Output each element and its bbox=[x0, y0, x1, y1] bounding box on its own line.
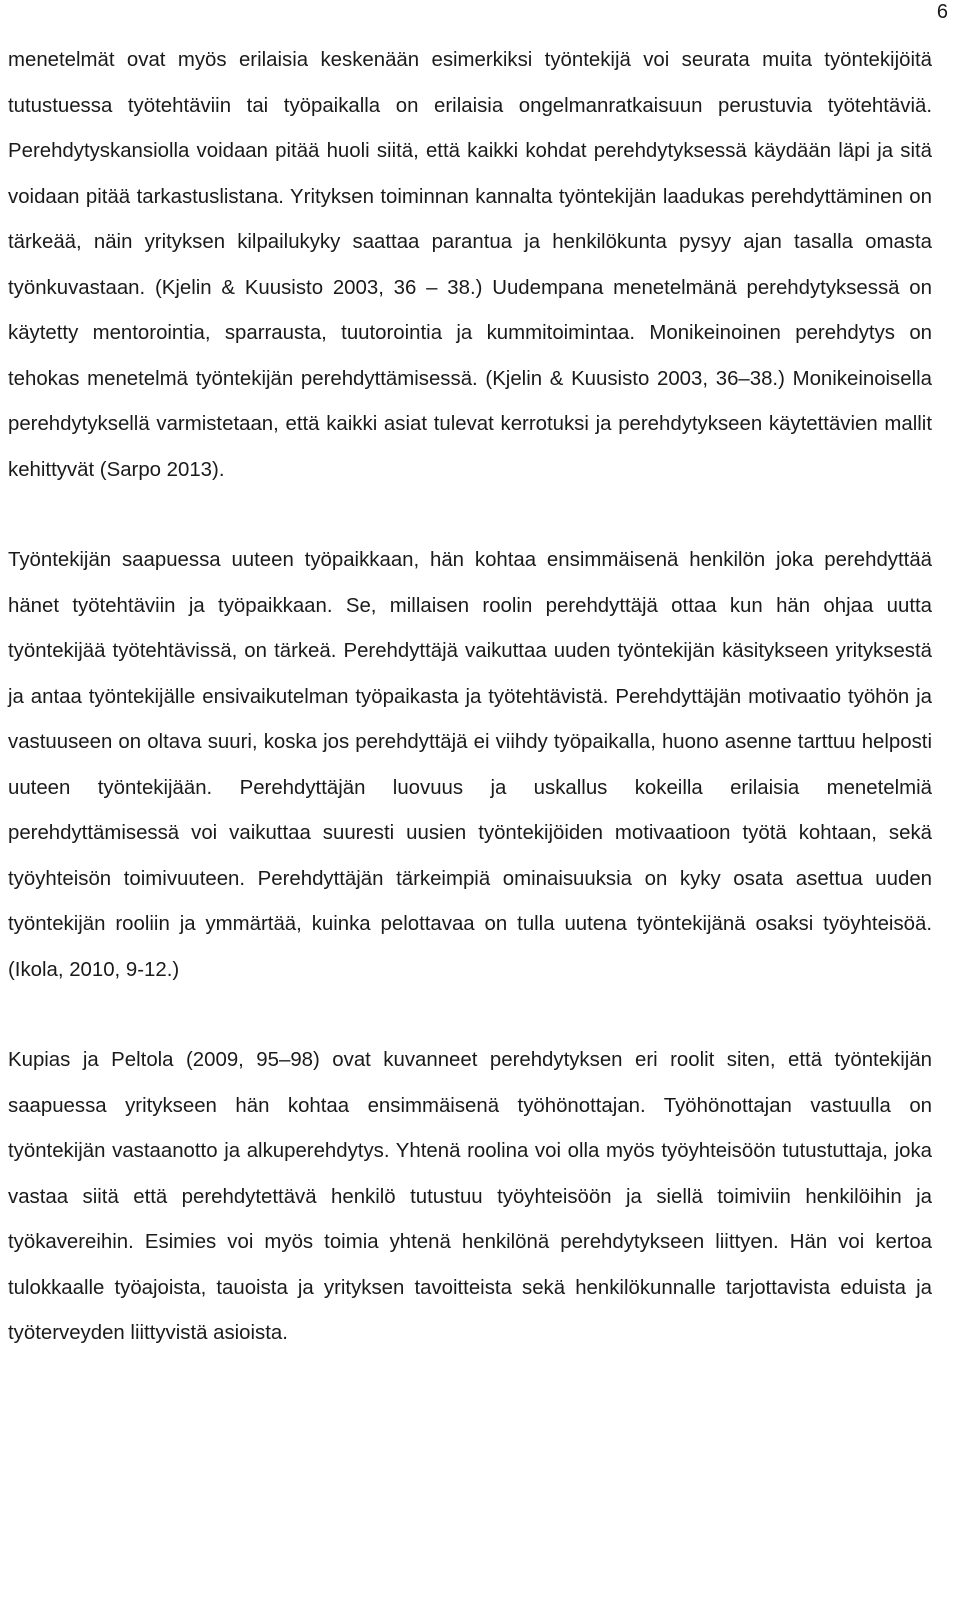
paragraph-orienter-role: Työntekijän saapuessa uuteen työpaikkaan, hän kohtaa ensimmäisenä henkilön joka perehdyttää hänet työtehtäviin ja työpaikkaan. Se, millaisen roolin perehdyttäjä ottaa kun hän ohjaa uutta työntekijää työtehtävissä, on tärkeä. Perehdyttäjä vaikuttaa uuden työntekijän käsitykseen yrityksestä ja antaa työntekijälle ensivaikutelman työpaikasta ja työtehtävistä. Perehdyttäjän motivaatio työhön ja vastuuseen on oltava suuri, koska jos perehdyttäjä ei viihdy työpaikalla, huono asenne tarttuu helposti uuteen työntekijään. Perehdyttäjän luovuus ja uskallus kokeilla erilaisia menetelmiä perehdyttämisessä voi vaikuttaa suuresti uusien työntekijöiden motivaatioon työtä kohtaan, sekä työyhteisön toimivuuteen. Perehdyttäjän tärkeimpiä ominaisuuksia on kyky osata asettua uuden työntekijän rooliin ja ymmärtää, kuinka pelottavaa on tulla uutena työntekijänä osaksi työyhteisöä. (Ikola, 2010, 9-12.) bbox=[8, 549, 932, 981]
page-number: 6 bbox=[936, 1, 948, 23]
document-body bbox=[8, 38, 932, 1357]
paragraph-mentoring-methods: menetelmät ovat myös erilaisia keskenään esimerkiksi työntekijä voi seurata muita työntekijöitä tutustuessa työtehtäviin tai työpaikalla on erilaisia ongelmanratkaisuun perustuvia työtehtäviä. Perehdytyskansiolla voidaan pitää huoli siitä, että kaikki kohdat perehdytyksessä käydään läpi ja sitä voidaan pitää tarkastuslistana. Yrityksen toiminnan kannalta työntekijän laadukas perehdyttäminen on tärkeää, näin yrityksen kilpailukyky saattaa parantua ja henkilökunta pysyy ajan tasalla omasta työnkuvastaan. (Kjelin & Kuusisto 2003, 36 – 38.) Uudempana menetelmänä perehdytyksessä on käytetty mentorointia, sparrausta, tuutorointia ja kummitoimintaa. Monikeinoinen perehdytys on tehokas menetelmä työntekijän perehdyttämisessä. (Kjelin & Kuusisto 2003, 36–38.) Monikeinoisella perehdytyksellä varmistetaan, että kaikki asiat tulevat kerrotuksi ja perehdytykseen käytettävien mallit kehittyvät (Sarpo 2013). bbox=[8, 49, 932, 481]
paragraph-orientation-roles: Kupias ja Peltola (2009, 95–98) ovat kuvanneet perehdytyksen eri roolit siten, että työntekijän saapuessa yritykseen hän kohtaa ensimmäisenä työhönottajan. Työhönottajan vastuulla on työntekijän vastaanotto ja alkuperehdytys. Yhtenä roolina voi olla myös työyhteisöön tutustuttaja, joka vastaa siitä että perehdytettävä henkilö tutustuu työyhteisöön ja siellä toimiviin henkilöihin ja työkavereihin. Esimies voi myös toimia yhtenä henkilönä perehdytykseen liittyen. Hän voi kertoa tulokkaalle työajoista, tauoista ja yrityksen tavoitteista sekä henkilökunnalle tarjottavista eduista ja työterveyden liittyvistä asioista. bbox=[8, 1049, 932, 1344]
